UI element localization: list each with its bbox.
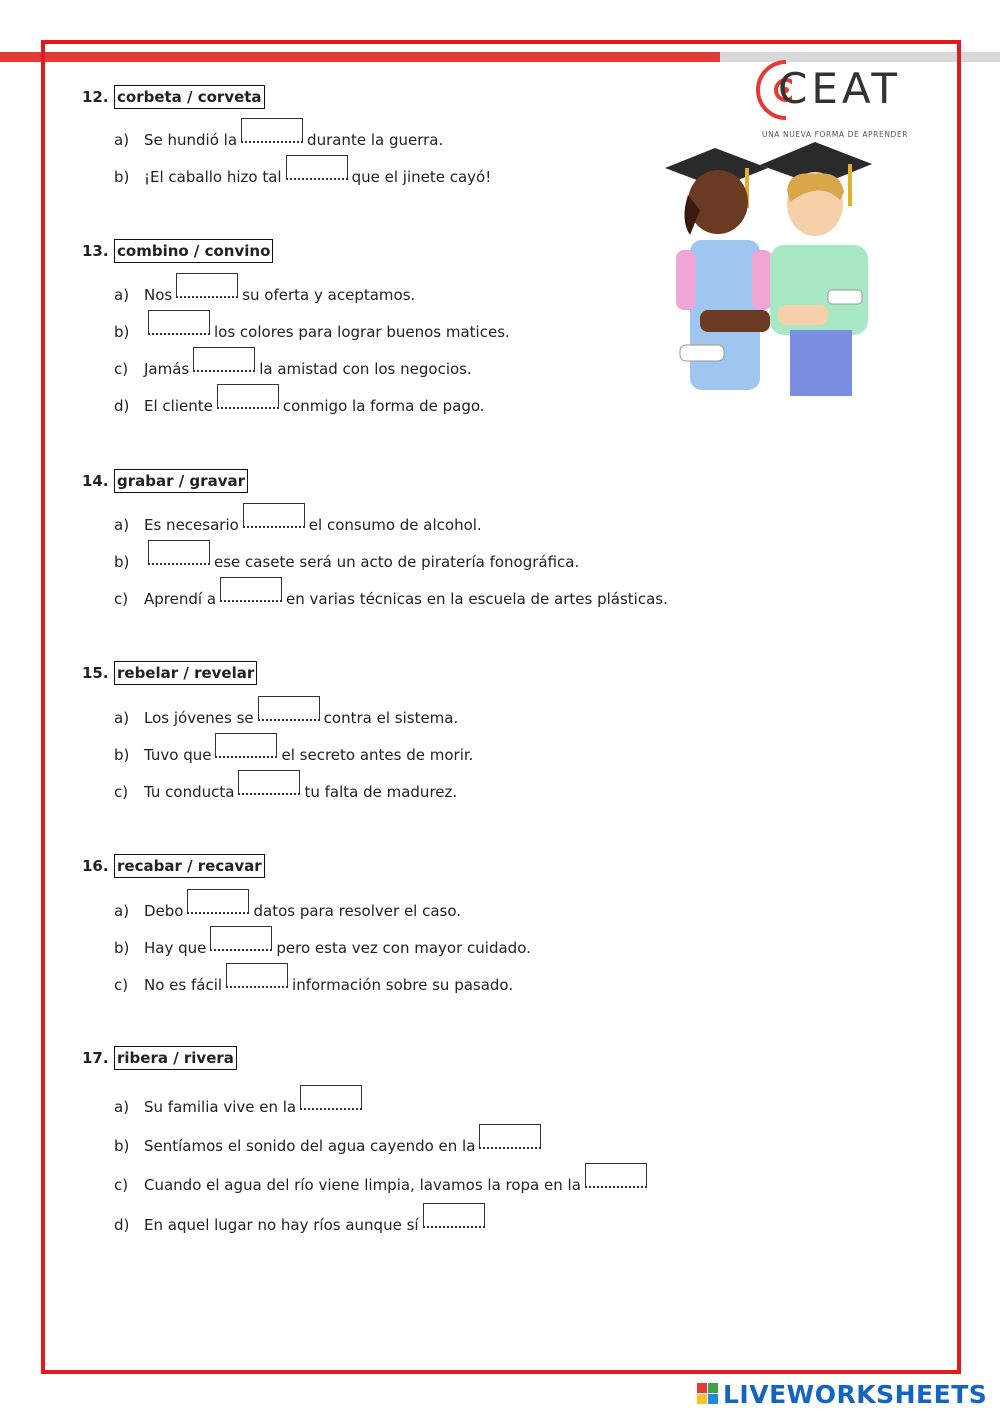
question-item [114,1130,545,1155]
exercise-number: 17. [82,1049,109,1067]
liveworksheets-badge-icon [697,1383,719,1405]
word-pair: combino / convino [114,239,273,263]
answer-input[interactable] [243,503,305,528]
logo-tagline: UNA NUEVA FORMA DE APRENDER [762,130,909,139]
question-item [114,776,457,801]
item-text-before: Los jóvenes se [144,709,254,727]
item-text-after: que el jinete cayó! [351,168,492,186]
ceat-logo [752,56,942,146]
item-letter: b) [114,939,130,957]
question-item [114,702,458,727]
exercise-12 [82,84,492,186]
item-text-after: la amistad con los negocios. [259,360,472,378]
question-item [114,279,415,304]
item-letter: a) [114,902,130,920]
question-item [114,390,485,415]
question-item [114,546,579,571]
logo-name: CEAT [778,64,901,113]
exercise-number: 16. [82,857,109,875]
item-letter: a) [114,286,130,304]
item-text-before: ¡El caballo hizo tal [144,168,282,186]
item-text-before: En aquel lugar no hay ríos aunque sí [144,1216,419,1234]
exercise-16 [82,853,531,994]
item-text-before: El cliente [144,397,213,415]
item-text-before: Sentíamos el sonido del agua cayendo en la [144,1137,476,1155]
item-letter: d) [114,1216,130,1234]
answer-input[interactable] [226,963,288,988]
question-item [114,1169,651,1194]
item-letter: a) [114,516,130,534]
word-pair: rebelar / revelar [114,661,257,685]
item-text-after: en varias técnicas en la escuela de artes plásticas. [286,590,668,608]
item-text-after: pero esta vez con mayor cuidado. [276,939,531,957]
item-text-after: el consumo de alcohol. [308,516,482,534]
item-text-after: datos para resolver el caso. [253,902,462,920]
exercise-13 [82,238,510,415]
exercise-heading [82,660,257,686]
question-item [114,316,510,341]
exercise-15 [82,660,474,801]
item-text-after: conmigo la forma de pago. [282,397,485,415]
exercise-heading [82,1045,237,1071]
item-text-after: el secreto antes de morir. [281,746,474,764]
item-text-before: Debo [144,902,184,920]
item-letter: c) [114,1176,129,1194]
exercise-number: 12. [82,88,109,106]
item-letter: b) [114,1137,130,1155]
footer-brand: LIVEWORKSHEETS [723,1379,988,1409]
item-text-before: Su familia vive en la [144,1098,297,1116]
answer-input[interactable] [585,1163,647,1188]
answer-input[interactable] [215,733,277,758]
question-item [114,739,473,764]
item-text-before: Nos [144,286,173,304]
question-item [114,895,461,920]
item-letter: b) [114,168,130,186]
answer-input[interactable] [300,1085,362,1110]
item-letter: c) [114,783,129,801]
question-item [114,1091,366,1116]
answer-input[interactable] [241,118,303,143]
item-text-before: Jamás [144,360,190,378]
exercise-heading [82,853,265,879]
item-letter: b) [114,746,130,764]
item-text-after: ese casete será un acto de piratería fonográfica. [214,553,580,571]
question-item [114,509,482,534]
item-text-after: tu falta de madurez. [304,783,458,801]
answer-input[interactable] [217,384,279,409]
answer-input[interactable] [148,540,210,565]
item-letter: c) [114,590,129,608]
answer-input[interactable] [187,889,249,914]
item-text-before: Hay que [144,939,207,957]
word-pair: corbeta / corveta [114,85,265,109]
answer-input[interactable] [479,1124,541,1149]
item-text-after: los colores para lograr buenos matices. [214,323,510,341]
exercise-number: 14. [82,472,109,490]
item-letter: b) [114,323,130,341]
exercise-17 [82,1045,581,1234]
liveworksheets-logo [697,1378,987,1410]
answer-input[interactable] [423,1203,485,1228]
item-letter: d) [114,397,130,415]
item-letter: c) [114,360,129,378]
question-item [114,969,513,994]
item-text-before: Aprendí a [144,590,217,608]
item-text-before: Es necesario [144,516,239,534]
exercise-heading [82,238,273,264]
exercise-14 [82,468,668,608]
answer-input[interactable] [258,696,320,721]
item-text-before: Se hundió la [144,131,238,149]
answer-input[interactable] [176,273,238,298]
question-item [114,161,491,186]
exercise-number: 13. [82,242,109,260]
item-text-after: su oferta y aceptamos. [242,286,416,304]
word-pair: ribera / rivera [114,1046,237,1070]
answer-input[interactable] [220,577,282,602]
item-text-before: Tuvo que [144,746,212,764]
item-text-before: No es fácil [144,976,223,994]
answer-input[interactable] [238,770,300,795]
word-pair: recabar / recavar [114,854,265,878]
question-item [114,932,531,957]
answer-input[interactable] [148,310,210,335]
question-item [114,353,472,378]
question-item [114,583,668,608]
item-text-after: durante la guerra. [307,131,444,149]
answer-input[interactable] [286,155,348,180]
item-text-before: Tu conducta [144,783,235,801]
item-text-before: Cuando el agua del río viene limpia, lavamos la ropa en la [144,1176,581,1194]
answer-input[interactable] [193,347,255,372]
word-pair: grabar / gravar [114,469,248,493]
item-letter: c) [114,976,129,994]
question-item [114,1209,489,1234]
exercise-heading [82,468,248,494]
item-letter: a) [114,131,130,149]
question-item [114,124,443,149]
item-letter: a) [114,709,130,727]
item-letter: b) [114,553,130,571]
item-text-after: información sobre su pasado. [292,976,514,994]
item-text-after: contra el sistema. [323,709,459,727]
exercise-number: 15. [82,664,109,682]
exercise-heading [82,84,265,110]
item-letter: a) [114,1098,130,1116]
graduates-illustration-icon [660,140,885,402]
answer-input[interactable] [210,926,272,951]
